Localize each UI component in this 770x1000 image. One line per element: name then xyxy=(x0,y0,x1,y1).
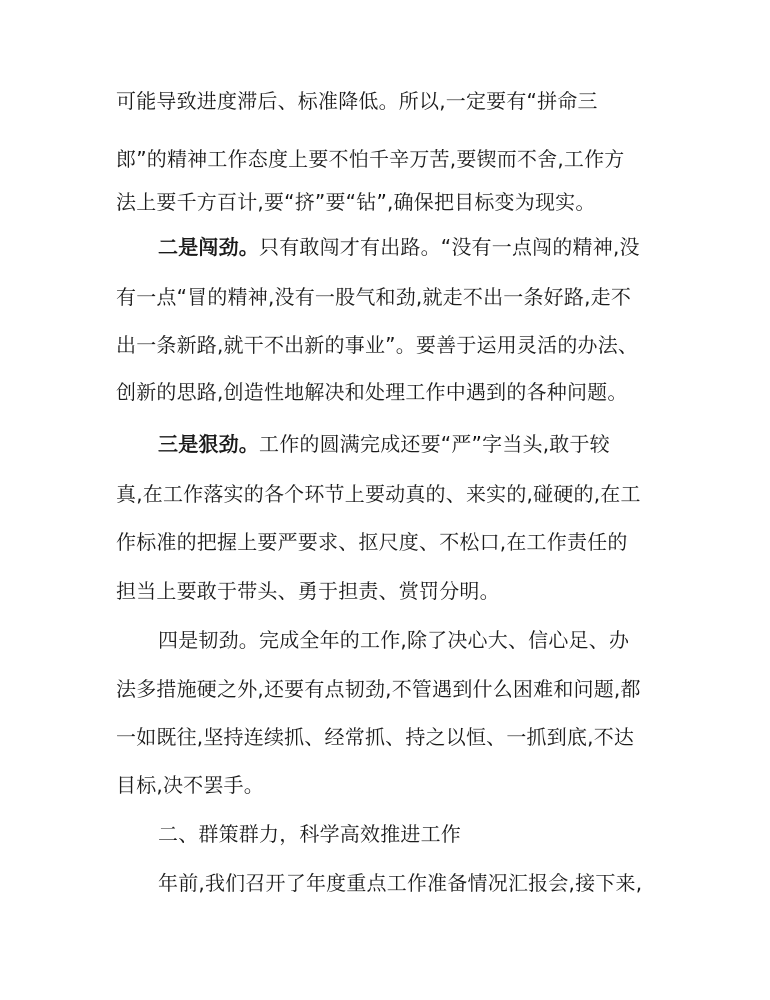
text-line-15: 目标,决不罢手。 xyxy=(116,773,264,797)
text-line-10: 作标准的把握上要严要求、抠尺度、不松口,在工作责任的 xyxy=(116,530,628,554)
text-line-1: 可能导致进度滞后、标准降低。所以,一定要有“拼命三 xyxy=(116,89,598,113)
paragraph-text: 工作的圆满完成还要“严”字当头,敢于较 xyxy=(259,432,610,456)
paragraph-lead: 三是狠劲。 xyxy=(158,432,259,456)
paragraph-lead: 二是闯劲。 xyxy=(158,235,259,259)
section-heading: 二、群策群力，科学高效推进工作 xyxy=(158,822,461,846)
text-line-13: 法多措施硬之外,还要有点韧劲,不管遇到什么困难和问题,都 xyxy=(116,677,641,701)
text-line-9: 真,在工作落实的各个环节上要动真的、来实的,碰硬的,在工 xyxy=(116,482,641,506)
text-line-2: 郎”的精神工作态度上要不怕千辛万苦,要锲而不舍,工作方 xyxy=(116,147,625,171)
paragraph-second-vigor xyxy=(158,233,640,261)
paragraph-third-vigor xyxy=(158,430,610,458)
text-line-11: 担当上要敢于带头、勇于担责、赏罚分明。 xyxy=(116,579,500,603)
text-line-14: 一如既往,坚持连续抓、经常抓、持之以恒、一抓到底,不达 xyxy=(116,725,635,749)
text-line-7: 创新的思路,创造性地解决和处理工作中遇到的各种问题。 xyxy=(116,380,628,404)
text-line-3: 法上要千方百计,要“挤”要“钻”,确保把目标变为现实。 xyxy=(116,190,596,214)
text-line-5: 有一点“冒的精神,没有一股气和劲,就走不出一条好路,走不 xyxy=(116,285,632,309)
text-line-12: 四是韧劲。完成全年的工作,除了决心大、信心足、办 xyxy=(158,628,630,652)
text-line-6: 出一条新路,就干不出新的事业”。要善于运用灵活的办法、 xyxy=(116,333,639,357)
paragraph-text: 只有敢闯才有出路。“没有一点闯的精神,没 xyxy=(259,235,640,259)
text-line-17: 年前,我们召开了年度重点工作准备情况汇报会,接下来, xyxy=(158,871,643,895)
